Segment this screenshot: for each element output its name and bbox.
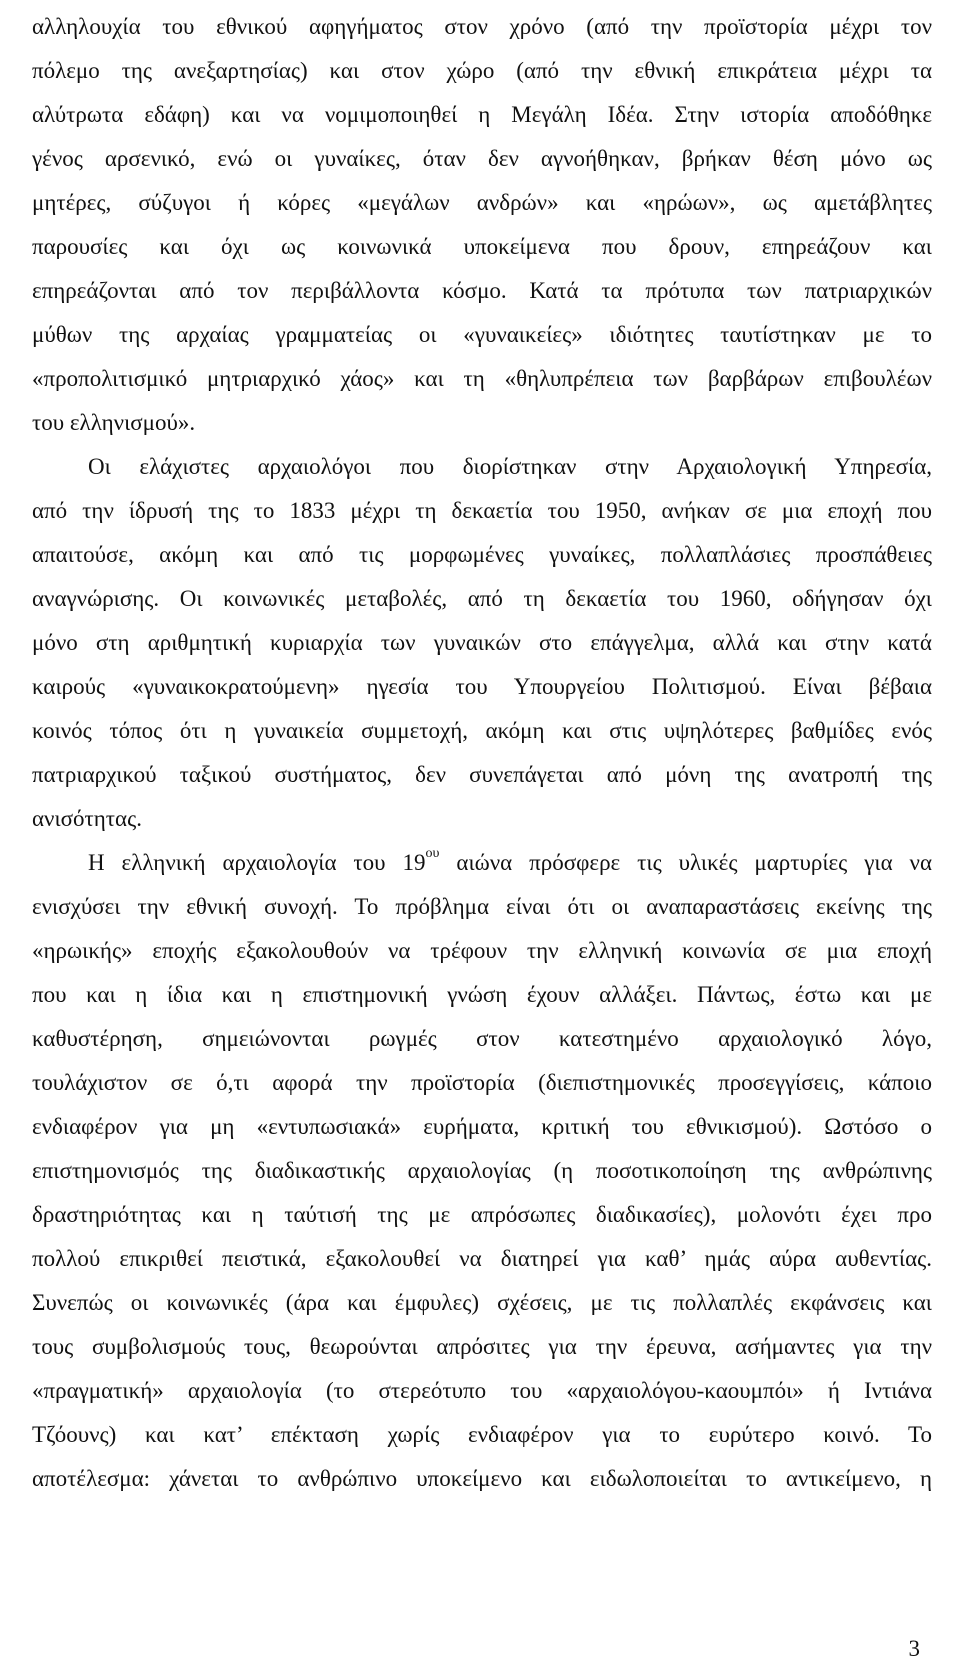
text-line: του ελληνισμού». — [32, 410, 196, 435]
text-line: Τζόουνς) και κατ’ επέκταση χωρίς ενδιαφέρον για το ευρύτερο κοινό. Το — [32, 1422, 932, 1447]
text-line: γένος αρσενικό, ενώ οι γυναίκες, όταν δεν αγνοήθηκαν, βρήκαν θέση μόνο ως — [32, 146, 932, 171]
text-line: ενισχύσει την εθνική συνοχή. Το πρόβλημα είναι ότι οι αναπαραστάσεις εκείνης της — [32, 894, 932, 919]
text-line: απαιτούσε, ακόμη και από τις μορφωμένες γυναίκες, πολλαπλάσιες προσπάθειες — [32, 542, 932, 567]
text-line: «ηρωικής» εποχής εξακολουθούν να τρέφουν την ελληνική κοινωνία σε μια εποχή — [32, 938, 932, 963]
text-line: «πραγματική» αρχαιολογία (το στερεότυπο του «αρχαιολόγου-καουμπόι» ή Ιντιάνα — [32, 1378, 932, 1403]
page-number: 3 — [908, 1636, 920, 1661]
text-line: καθυστέρηση, σημειώνονται ρωγμές στον κατεστημένο αρχαιολογικό λόγο, — [32, 1026, 932, 1051]
text-line: που και η ίδια και η επιστημονική γνώση έχουν αλλάξει. Πάντως, έστω και με — [32, 982, 932, 1007]
text-line: ενδιαφέρον για μη «εντυπωσιακά» ευρήματα, κριτική του εθνικισμού). Ωστόσο ο — [32, 1114, 932, 1139]
text-line: αναγνώρισης. Οι κοινωνικές μεταβολές, από τη δεκαετία του 1960, οδήγησαν όχι — [32, 586, 932, 611]
text-line: τους συμβολισμούς τους, θεωρούνται απρόσιτες για την έρευνα, ασήμαντες για την — [32, 1334, 932, 1359]
text-line: τουλάχιστον σε ό,τι αφορά την προϊστορία (διεπιστημονικές προσεγγίσεις, κάποιο — [32, 1070, 932, 1095]
text-line: μύθων της αρχαίας γραμματείας οι «γυναικείες» ιδιότητες ταυτίστηκαν με το — [32, 322, 932, 347]
text-line: ανισότητας. — [32, 806, 142, 831]
text-line-with-superscript — [88, 840, 932, 886]
text-line: επιστημονισμός της διαδικαστικής αρχαιολογίας (η ποσοτικοποίηση της ανθρώπινης — [32, 1158, 932, 1183]
text-line: πατριαρχικού ταξικού συστήματος, δεν συνεπάγεται από μόνη της ανατροπή της — [32, 762, 932, 787]
text-segment: Η ελληνική αρχαιολογία του 19 — [88, 850, 426, 875]
text-line: δραστηριότητας και η ταύτισή της με απρόσωπες διαδικασίες), μολονότι έχει προ — [32, 1202, 932, 1227]
text-line: «προπολιτισμικό μητριαρχικό χάος» και τη «θηλυπρέπεια των βαρβάρων επιβουλέων — [32, 366, 932, 391]
text-line: καιρούς «γυναικοκρατούμενη» ηγεσία του Υπουργείου Πολιτισμού. Είναι βέβαια — [32, 674, 932, 699]
text-line: από την ίδρυσή της το 1833 μέχρι τη δεκαετία του 1950, ανήκαν σε μια εποχή που — [32, 498, 932, 523]
text-line: παρουσίες και όχι ως κοινωνικά υποκείμενα που δρουν, επηρεάζουν και — [32, 234, 932, 259]
text-line: επηρεάζονται από τον περιβάλλοντα κόσμο. Κατά τα πρότυπα των πατριαρχικών — [32, 278, 932, 303]
text-line: Οι ελάχιστες αρχαιολόγοι που διορίστηκαν στην Αρχαιολογική Υπηρεσία, — [88, 454, 932, 479]
text-line: μητέρες, σύζυγοι ή κόρες «μεγάλων ανδρών» και «ηρώων», ως αμετάβλητες — [32, 190, 932, 215]
text-line: πόλεμο της ανεξαρτησίας) και στον χώρο (από την εθνική επικράτεια μέχρι τα — [32, 58, 932, 83]
text-line: κοινός τόπος ότι η γυναικεία συμμετοχή, ακόμη και στις υψηλότερες βαθμίδες ενός — [32, 718, 932, 743]
text-line: μόνο στη αριθμητική κυριαρχία των γυναικών στο επάγγελμα, αλλά και στην κατά — [32, 630, 932, 655]
text-line: Συνεπώς οι κοινωνικές (άρα και έμφυλες) σχέσεις, με τις πολλαπλές εκφάνσεις και — [32, 1290, 932, 1315]
text-line: αλληλουχία του εθνικού αφηγήματος στον χρόνο (από την προϊστορία μέχρι τον — [32, 14, 932, 39]
text-line: αλύτρωτα εδάφη) και να νομιμοποιηθεί η Μεγάλη Ιδέα. Στην ιστορία αποδόθηκε — [32, 102, 932, 127]
text-line: πολλού επικριθεί πειστικά, εξακολουθεί να διατηρεί για καθ’ ημάς αύρα αυθεντίας. — [32, 1246, 932, 1271]
text-segment: αιώνα πρόσφερε τις υλικές μαρτυρίες για να — [439, 850, 933, 875]
text-line: αποτέλεσμα: χάνεται το ανθρώπινο υποκείμενο και ειδωλοποιείται το αντικείμενο, η — [32, 1466, 932, 1491]
superscript: ου — [425, 846, 440, 862]
